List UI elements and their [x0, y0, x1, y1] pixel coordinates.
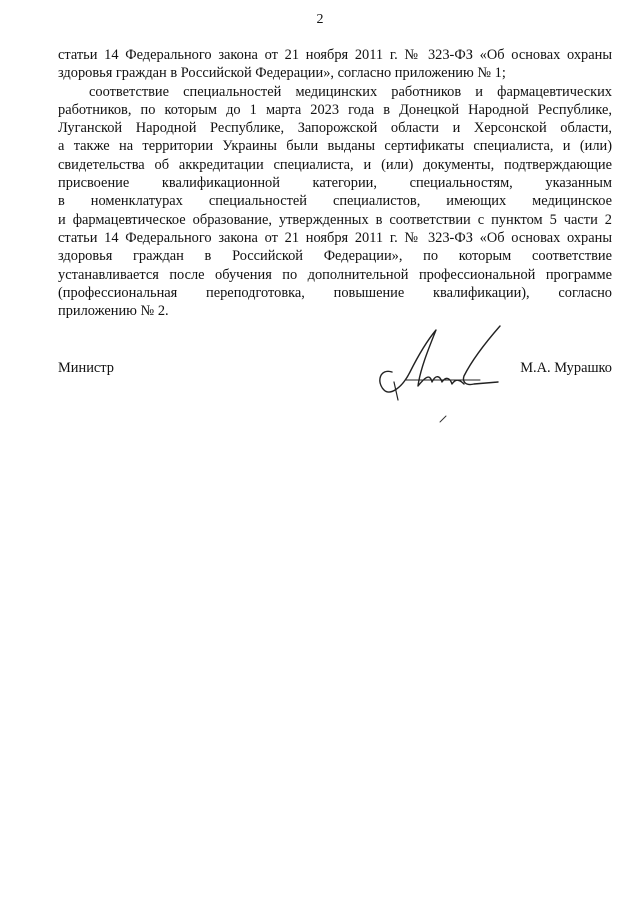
text-line: устанавливается после обучения по дополнительной профессиональной программе	[58, 266, 612, 283]
text-line: статьи 14 Федерального закона от 21 ноября 2011 г. № 323-ФЗ «Об основах охраны	[58, 229, 612, 246]
text-line: здоровья граждан в Российской Федерации», по которым соответствие	[58, 248, 612, 265]
document-body	[58, 46, 612, 320]
page-number: 2	[316, 12, 324, 27]
text-line: соответствие специальностей медицинских работников и фармацевтических	[89, 83, 612, 100]
signer-name: М.А. Мурашко	[520, 360, 612, 376]
text-line: (профессиональная переподготовка, повышение квалификации), согласно	[58, 284, 612, 301]
handwritten-signature	[370, 320, 510, 430]
text-line: присвоение квалификационной категории, специальностям, указанным	[58, 175, 612, 192]
text-line: работников, по которым до 1 марта 2023 года в Донецкой Народной Республике,	[58, 101, 612, 118]
paragraph-continuation	[58, 46, 612, 83]
signer-position: Министр	[58, 360, 114, 376]
text-line: свидетельства об аккредитации специалиста, и (или) документы, подтверждающие	[58, 156, 612, 173]
text-line: и фармацевтическое образование, утвержденных в соответствии с пунктом 5 части 2	[58, 211, 612, 228]
text-line: приложению № 2.	[58, 303, 169, 320]
signature-block	[58, 320, 612, 430]
text-line: Луганской Народной Республике, Запорожской области и Херсонской области,	[58, 120, 612, 137]
paragraph-specialty-correspondence	[58, 83, 612, 321]
text-line: здоровья граждан в Российской Федерации», согласно приложению № 1;	[58, 65, 506, 82]
text-line: а также на территории Украины были выданы сертификаты специалиста, и (или)	[58, 138, 612, 155]
text-line: статьи 14 Федерального закона от 21 ноября 2011 г. № 323-ФЗ «Об основах охраны	[58, 47, 612, 63]
text-line: в номенклатурах специальностей специалистов, имеющих медицинское	[58, 193, 612, 210]
